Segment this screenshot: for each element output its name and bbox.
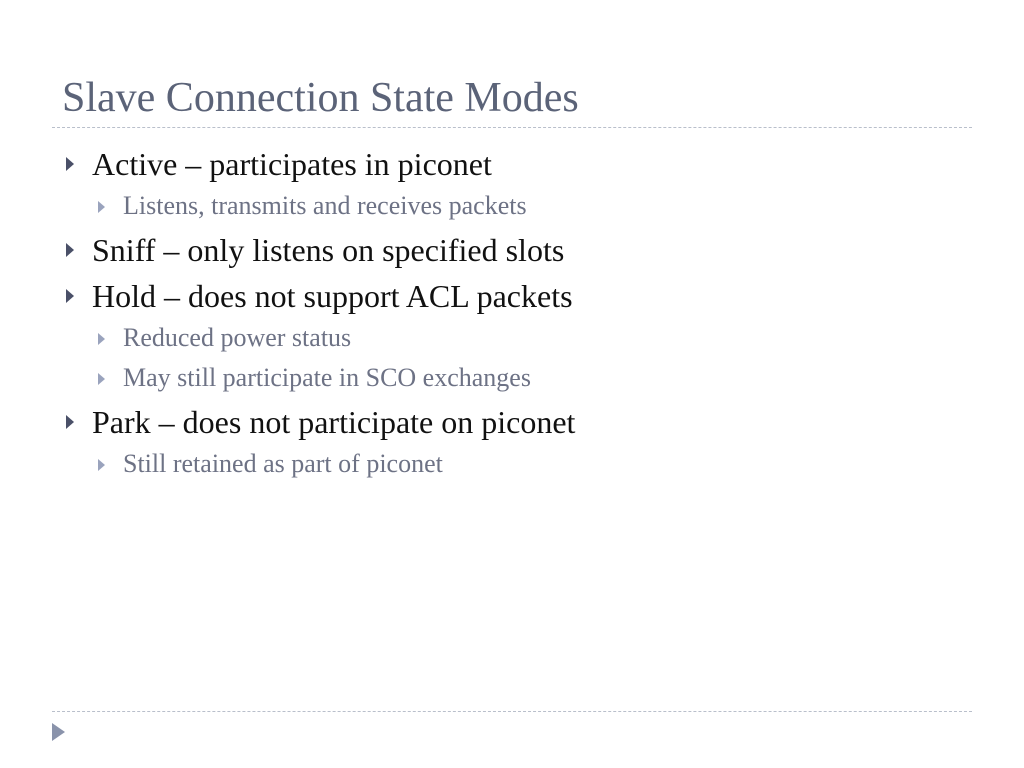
triangle-right-icon <box>98 373 105 385</box>
triangle-right-icon <box>98 459 105 471</box>
bullet-text: Active – participates in piconet <box>92 146 492 182</box>
sub-bullet-item <box>60 186 980 226</box>
triangle-right-icon <box>98 333 105 345</box>
sub-bullet-item <box>60 318 980 358</box>
bullet-item-sniff <box>60 228 980 272</box>
footer-divider <box>52 711 972 712</box>
bullet-item-active <box>60 142 980 186</box>
footer-triangle-icon <box>52 723 65 741</box>
triangle-right-icon <box>66 243 74 257</box>
sub-bullet-text: Still retained as part of piconet <box>123 449 443 478</box>
bullet-item-hold <box>60 274 980 318</box>
bullet-text: Park – does not participate on piconet <box>92 404 576 440</box>
slide-title: Slave Connection State Modes <box>62 75 579 121</box>
sub-bullet-item <box>60 358 980 398</box>
bullet-item-park <box>60 400 980 444</box>
bullet-list <box>60 140 980 484</box>
bullet-text: Hold – does not support ACL packets <box>92 278 573 314</box>
title-divider <box>52 127 972 128</box>
sub-bullet-text: Listens, transmits and receives packets <box>123 191 527 220</box>
triangle-right-icon <box>98 201 105 213</box>
sub-bullet-text: May still participate in SCO exchanges <box>123 363 531 392</box>
bullet-text: Sniff – only listens on specified slots <box>92 232 565 268</box>
triangle-right-icon <box>66 289 74 303</box>
sub-bullet-item <box>60 444 980 484</box>
triangle-right-icon <box>66 157 74 171</box>
sub-bullet-text: Reduced power status <box>123 323 352 352</box>
triangle-right-icon <box>66 415 74 429</box>
